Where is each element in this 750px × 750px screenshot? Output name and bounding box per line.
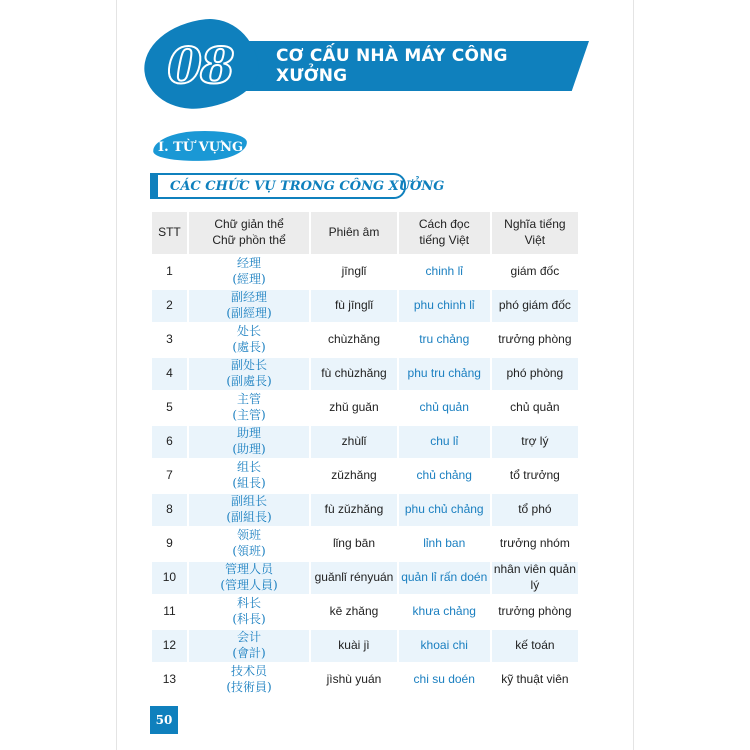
cell-reading: tru chảng bbox=[399, 324, 490, 356]
cell-traditional: (技術員) bbox=[226, 680, 272, 694]
cell-stt: 3 bbox=[152, 324, 187, 356]
cell-characters bbox=[189, 256, 309, 288]
cell-pinyin: jìshù yuán bbox=[311, 664, 396, 696]
cell-traditional: (副處長) bbox=[226, 374, 272, 388]
vocabulary-table bbox=[150, 210, 580, 698]
chapter-number: 08 bbox=[167, 35, 233, 95]
cell-reading: phu chủ chảng bbox=[399, 494, 490, 526]
table-row bbox=[152, 290, 578, 322]
cell-meaning: trưởng phòng bbox=[492, 324, 578, 356]
header-reading-line2: tiếng Việt bbox=[419, 233, 470, 247]
cell-reading: chủ quản bbox=[399, 392, 490, 424]
cell-simplified: 领班 bbox=[237, 528, 262, 543]
cell-reading: chinh lỉ bbox=[399, 256, 490, 288]
cell-reading: khoai chi bbox=[399, 630, 490, 662]
table-row bbox=[152, 426, 578, 458]
cell-simplified: 经理 bbox=[237, 256, 262, 271]
cell-pinyin: chùzhǎng bbox=[311, 324, 396, 356]
cell-simplified: 处长 bbox=[237, 324, 262, 339]
cell-characters bbox=[189, 494, 309, 526]
cell-characters bbox=[189, 562, 309, 594]
cell-stt: 11 bbox=[152, 596, 187, 628]
cell-traditional: (主管) bbox=[232, 408, 266, 422]
table-row bbox=[152, 256, 578, 288]
cell-pinyin: kuài jì bbox=[311, 630, 396, 662]
header-stt: STT bbox=[152, 212, 187, 254]
table-row bbox=[152, 630, 578, 662]
cell-meaning: trưởng phòng bbox=[492, 596, 578, 628]
cell-stt: 7 bbox=[152, 460, 187, 492]
cell-traditional: (組長) bbox=[232, 476, 266, 490]
cell-meaning: kỹ thuật viên bbox=[492, 664, 578, 696]
cell-meaning: giám đốc bbox=[492, 256, 578, 288]
cell-simplified: 管理人员 bbox=[225, 562, 274, 577]
cell-traditional: (副組長) bbox=[226, 510, 272, 524]
cell-reading: quản lỉ rấn doén bbox=[399, 562, 490, 594]
cell-reading: chu lỉ bbox=[399, 426, 490, 458]
chapter-title: CƠ CẤU NHÀ MÁY CÔNG XƯỞNG bbox=[276, 46, 508, 86]
cell-traditional: (領班) bbox=[232, 544, 266, 558]
cell-traditional: (會計) bbox=[232, 646, 266, 660]
cell-reading: chủ chảng bbox=[399, 460, 490, 492]
cell-simplified: 副处长 bbox=[231, 358, 268, 373]
cell-pinyin: zhǔ guǎn bbox=[311, 392, 396, 424]
header-meaning-line2: Việt bbox=[524, 233, 546, 247]
cell-stt: 12 bbox=[152, 630, 187, 662]
table-row bbox=[152, 528, 578, 560]
table-row bbox=[152, 596, 578, 628]
cell-meaning: nhân viên quản lý bbox=[492, 562, 578, 594]
table-row bbox=[152, 664, 578, 696]
cell-traditional: (經理) bbox=[232, 272, 266, 286]
header-pinyin: Phiên âm bbox=[311, 212, 396, 254]
cell-reading: phu chinh lỉ bbox=[399, 290, 490, 322]
section-heading: I. TỪ VỰNG bbox=[158, 139, 244, 155]
cell-stt: 6 bbox=[152, 426, 187, 458]
table-row bbox=[152, 494, 578, 526]
header-characters-line1: Chữ giản thể bbox=[214, 217, 284, 232]
subsection-heading: CÁC CHỨC VỤ TRONG CÔNG XƯỞNG bbox=[170, 178, 445, 194]
cell-traditional: (管理人員) bbox=[220, 578, 278, 592]
header-characters bbox=[189, 212, 309, 254]
cell-reading: lỉnh ban bbox=[399, 528, 490, 560]
cell-stt: 13 bbox=[152, 664, 187, 696]
cell-stt: 8 bbox=[152, 494, 187, 526]
cell-reading: chi su doén bbox=[399, 664, 490, 696]
table-row bbox=[152, 562, 578, 594]
cell-stt: 4 bbox=[152, 358, 187, 390]
cell-pinyin: guǎnlǐ rényuán bbox=[311, 562, 396, 594]
cell-stt: 2 bbox=[152, 290, 187, 322]
cell-pinyin: lǐng bān bbox=[311, 528, 396, 560]
cell-characters bbox=[189, 290, 309, 322]
page-number: 50 bbox=[150, 706, 178, 734]
cell-stt: 5 bbox=[152, 392, 187, 424]
cell-simplified: 主管 bbox=[237, 392, 262, 407]
cell-meaning: chủ quản bbox=[492, 392, 578, 424]
cell-meaning: phó giám đốc bbox=[492, 290, 578, 322]
cell-simplified: 技术员 bbox=[231, 664, 268, 679]
cell-characters bbox=[189, 460, 309, 492]
header-meaning bbox=[492, 212, 578, 254]
cell-simplified: 副组长 bbox=[231, 494, 268, 509]
cell-characters bbox=[189, 664, 309, 696]
subsection-accent-bar bbox=[150, 173, 158, 199]
table-row bbox=[152, 324, 578, 356]
cell-simplified: 副经理 bbox=[231, 290, 268, 305]
header-reading bbox=[399, 212, 490, 254]
cell-meaning: tổ phó bbox=[492, 494, 578, 526]
cell-simplified: 助理 bbox=[237, 426, 262, 441]
cell-characters bbox=[189, 392, 309, 424]
cell-simplified: 组长 bbox=[237, 460, 262, 475]
cell-traditional: (科長) bbox=[232, 612, 266, 626]
cell-pinyin: fù jīnglǐ bbox=[311, 290, 396, 322]
header-meaning-line1: Nghĩa tiếng bbox=[504, 217, 566, 232]
cell-stt: 9 bbox=[152, 528, 187, 560]
cell-meaning: tổ trưởng bbox=[492, 460, 578, 492]
cell-reading: phu tru chảng bbox=[399, 358, 490, 390]
header-characters-line2: Chữ phồn thể bbox=[212, 233, 286, 247]
cell-reading: khưa chảng bbox=[399, 596, 490, 628]
cell-meaning: trợ lý bbox=[492, 426, 578, 458]
cell-pinyin: zhùlǐ bbox=[311, 426, 396, 458]
cell-characters bbox=[189, 358, 309, 390]
cell-characters bbox=[189, 528, 309, 560]
table-row bbox=[152, 392, 578, 424]
cell-meaning: kế toán bbox=[492, 630, 578, 662]
cell-characters bbox=[189, 426, 309, 458]
cell-traditional: (副經理) bbox=[226, 306, 272, 320]
table-row bbox=[152, 358, 578, 390]
cell-pinyin: zǔzhǎng bbox=[311, 460, 396, 492]
cell-characters bbox=[189, 324, 309, 356]
cell-traditional: (處長) bbox=[232, 340, 266, 354]
cell-pinyin: kē zhǎng bbox=[311, 596, 396, 628]
cell-meaning: trưởng nhóm bbox=[492, 528, 578, 560]
table-row bbox=[152, 460, 578, 492]
header-reading-line1: Cách đọc bbox=[418, 217, 470, 232]
cell-meaning: phó phòng bbox=[492, 358, 578, 390]
cell-characters bbox=[189, 596, 309, 628]
cell-pinyin: fù zǔzhǎng bbox=[311, 494, 396, 526]
cell-pinyin: jīnglǐ bbox=[311, 256, 396, 288]
table-header-row bbox=[152, 212, 578, 254]
cell-stt: 1 bbox=[152, 256, 187, 288]
cell-simplified: 科长 bbox=[237, 596, 262, 611]
cell-simplified: 会计 bbox=[237, 630, 262, 645]
cell-stt: 10 bbox=[152, 562, 187, 594]
cell-pinyin: fù chùzhǎng bbox=[311, 358, 396, 390]
cell-traditional: (助理) bbox=[232, 442, 266, 456]
cell-characters bbox=[189, 630, 309, 662]
